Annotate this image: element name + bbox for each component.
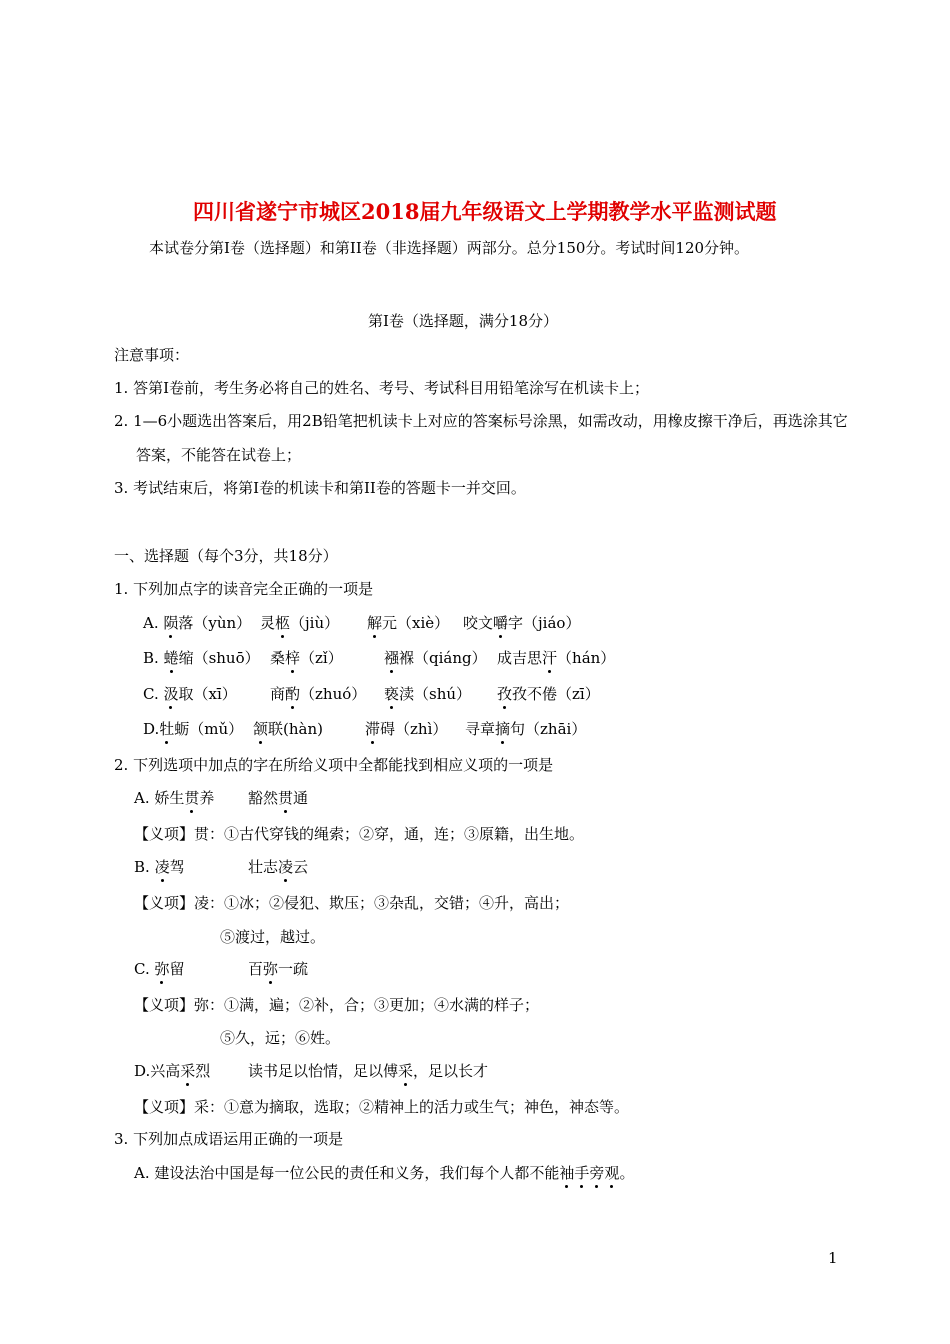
dotted-char: 亵 <box>384 685 400 703</box>
page-number: 1 <box>828 1249 838 1267</box>
notes-heading: 注意事项： <box>114 346 190 364</box>
dotted-char: 襁 <box>384 649 400 667</box>
dotted-char: 蜷 <box>163 649 179 667</box>
dotted-char: 凌 <box>278 858 294 876</box>
dotted-char: 摘 <box>495 720 511 738</box>
dotted-char: 孜 <box>497 685 513 703</box>
dotted-char: 袖 <box>559 1164 575 1182</box>
dotted-char: 手 <box>574 1164 590 1182</box>
note-item-3: 3. 考试结束后，将第Ⅰ卷的机读卡和第II卷的答题卡一并交回。 <box>114 479 526 497</box>
dotted-char: 嚼 <box>493 614 509 632</box>
dotted-char: 汲 <box>163 685 179 703</box>
part1-heading: 第Ⅰ卷（选择题，满分18分） <box>368 312 559 330</box>
dotted-char: 采 <box>180 1062 196 1080</box>
q3-option-a: A. 建设法治中国是每一位公民的责任和义务，我们每个人都不能袖手旁观。 <box>134 1164 635 1182</box>
dotted-char: 观 <box>604 1164 620 1182</box>
q2-a-definition: 【义项】贯：①古代穿钱的绳索；②穿，通，连；③原籍，出生地。 <box>134 825 585 843</box>
q2-c-definition: 【义项】弥：①满，遍；②补，合；③更加；④水满的样子； <box>134 996 540 1014</box>
q2-c-definition-cont: ⑤久，远；⑥姓。 <box>220 1029 341 1047</box>
dotted-char: 颔 <box>253 720 269 738</box>
note-item-1: 1. 答第Ⅰ卷前，考生务必将自己的姓名、考号、考试科目用铅笔涂写在机读卡上； <box>114 379 650 397</box>
dotted-char: 牡 <box>159 720 175 738</box>
dotted-char: 酌 <box>285 685 301 703</box>
question-1-stem: 1. 下列加点字的读音完全正确的一项是 <box>114 580 374 598</box>
dotted-char: 汗 <box>542 649 558 667</box>
document-title: 四川省遂宁市城区2018届九年级语文上学期教学水平监测试题 <box>193 199 777 224</box>
note-item-2-cont: 答案，不能答在试卷上； <box>136 446 302 464</box>
dotted-char: 弥 <box>154 960 170 978</box>
dotted-char: 滞 <box>365 720 381 738</box>
q2-b-definition: 【义项】凌：①冰；②侵犯、欺压；③杂乱，交错；④升，高出； <box>134 894 570 912</box>
dotted-char: 柩 <box>275 614 291 632</box>
question-2-stem: 2. 下列选项中加点的字在所给义项中全都能找到相应义项的一项是 <box>114 756 554 774</box>
dotted-char: 旁 <box>589 1164 605 1182</box>
q2-d-definition: 【义项】采：①意为摘取，选取；②精神上的活力或生气；神色，神态等。 <box>134 1098 630 1116</box>
note-item-2: 2. 1—6小题选出答案后，用2B铅笔把机读卡上对应的答案标号涂黑，如需改动，用橡皮擦干净后，再选涂其它 <box>114 412 848 430</box>
dotted-char: 陨 <box>163 614 179 632</box>
dotted-char: 凌 <box>154 858 170 876</box>
q2-b-definition-cont: ⑤渡过，越过。 <box>220 928 326 946</box>
section-heading: 一、选择题（每个3分，共18分） <box>114 547 338 565</box>
dotted-char: 采 <box>398 1062 414 1080</box>
dotted-char: 梓 <box>285 649 301 667</box>
dotted-char: 解 <box>367 614 383 632</box>
intro-text: 本试卷分第Ⅰ卷（选择题）和第II卷（非选择题）两部分。总分150分。考试时间120分钟。 <box>149 239 750 257</box>
dotted-char: 贯 <box>278 789 294 807</box>
dotted-phrase <box>559 1164 619 1182</box>
question-3-stem: 3. 下列加点成语运用正确的一项是 <box>114 1130 344 1148</box>
dotted-char: 贯 <box>184 789 200 807</box>
dotted-char: 弥 <box>263 960 279 978</box>
